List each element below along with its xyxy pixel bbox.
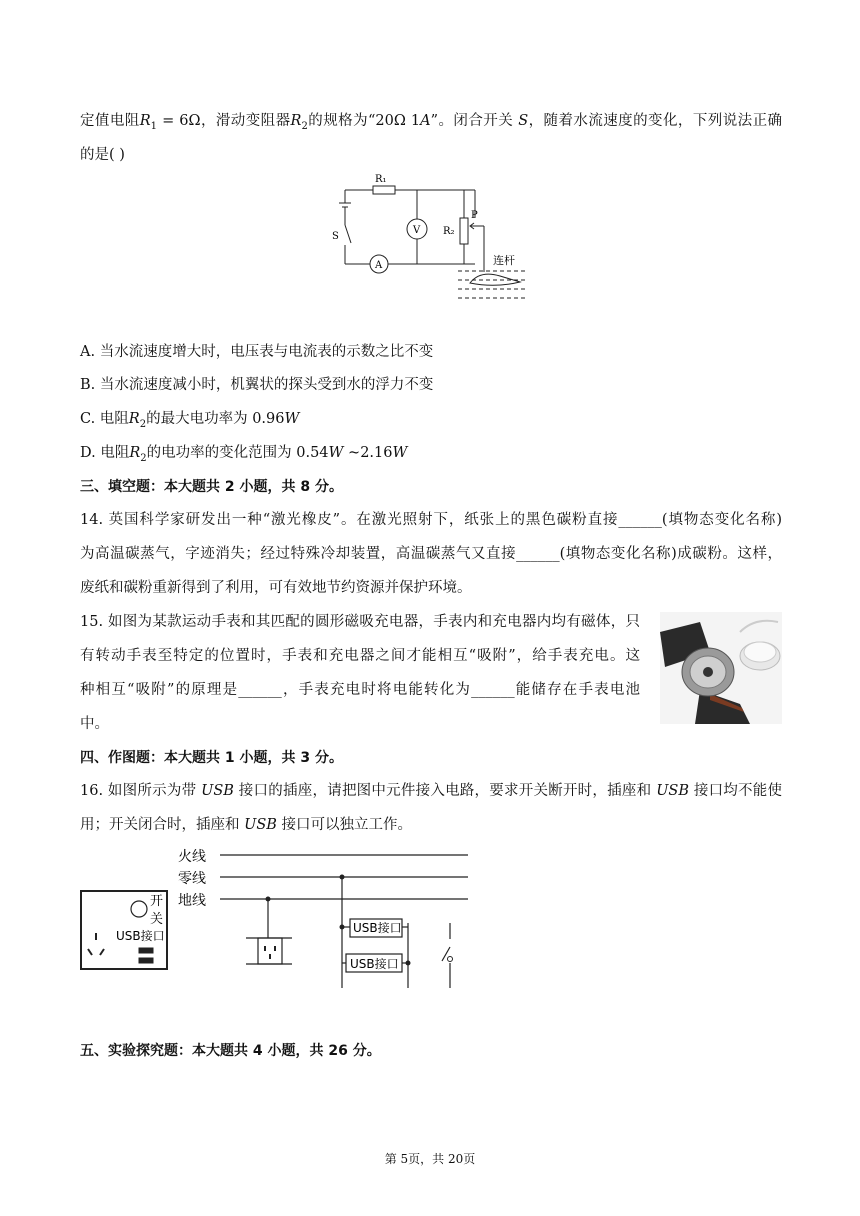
question-13-stem-line1 [80,111,782,137]
r2-symbol: R [128,411,140,427]
question-14-line2: 为高温碳蒸气，字迹消失；经过特殊冷却装置，高温碳蒸气又直接______(填物态变化名称)成碳粉。这样， [80,546,782,562]
question-16-line2 [80,815,412,835]
question-13-stem-line2: 的是( ) [80,147,125,163]
usb-junction-dot [406,961,411,966]
usb-term: USB [201,783,234,799]
neutral-wire-label: 零线 [178,871,206,887]
question-15-line3: 种相互“吸附”的原理是______，手表充电时将电能转化为______能储存在手表电池 [80,682,640,698]
option-c [80,409,299,435]
usb-junction-dot [340,925,345,930]
voltmeter-label: V [413,225,421,236]
panel-switch-label-bottom: 关 [150,912,164,927]
text: 接口可以独立工作。 [276,817,413,833]
r2-symbol: R [290,113,302,129]
section-4-heading: 四、作图题：本大题共 1 小题，共 3 分。 [80,750,343,766]
text: C. 电阻 [80,411,129,427]
live-wire-label: 火线 [178,849,206,865]
ground-wire-label: 地线 [178,893,206,909]
r2-subscript: 2 [140,452,147,464]
text: 定值电阻 [80,113,140,129]
text: = 6Ω，滑动变阻器 [157,113,291,129]
option-d [80,443,407,469]
amp-unit: A [420,113,431,129]
page-footer: 第 5页，共 20页 [384,1152,476,1166]
text: 用；开关闭合时，插座和 [80,817,245,833]
usb-term: USB [244,817,277,833]
r1-symbol: R [139,113,151,129]
usb-box-1-label: USB接口 [353,921,402,935]
usb-socket-wiring-diagram [78,843,470,993]
r2-label: R₂ [443,226,455,237]
text: 接口的插座，请把图中元件接入电路，要求开关断开时，插座和 [233,783,657,799]
switch-s-label: S [332,231,339,242]
r1-label: R₁ [375,174,387,185]
watt-unit: W [328,445,344,461]
r2-subscript: 2 [139,418,147,430]
usb-box-2-label: USB接口 [350,957,399,971]
switch-pivot [448,957,453,962]
panel-usb-label: USB接口 [116,929,165,943]
ground-junction-dot [266,897,271,902]
panel-switch-label-top: 开 [150,894,164,909]
usb-term: USB [656,783,689,799]
section-3-heading: 三、填空题：本大题共 2 小题，共 8 分。 [80,479,343,495]
r1-subscript: 1 [150,120,158,132]
text: ”。闭合开关 [430,113,519,129]
option-a: A. 当水流速度增大时，电压表与电流表的示数之比不变 [80,344,434,360]
rod-label: 连杆 [493,254,515,267]
text: 的电功率的变化范围为 0.54 [146,445,329,461]
option-b: B. 当水流速度减小时，机翼状的探头受到水的浮力不变 [80,377,434,393]
r2-subscript: 2 [301,120,308,132]
switch-symbol: S [518,113,529,129]
question-15-line4: 中。 [80,716,109,732]
text: D. 电阻 [80,445,130,461]
slider-p-label: P [471,210,478,221]
watt-unit: W [284,411,300,427]
question-14-line1: 14. 英国科学家研发出一种“激光橡皮”。在激光照射下，纸张上的黑色碳粉直接______(填物态变化名称) [80,512,782,528]
question-15-line1: 15. 如图为某款运动手表和其匹配的圆形磁吸充电器，手表内和充电器内均有磁体，只 [80,614,640,630]
question-15-line2: 有转动手表至特定的位置时，手表和充电器之间才能相互“吸附”，给手表充电。这 [80,648,640,664]
neutral-junction-dot [340,875,345,880]
text: 的最大电功率为 0.96 [146,411,285,427]
r2-symbol: R [129,445,141,461]
watt-unit: W [392,445,408,461]
text: ，随着水流速度的变化，下列说法正确 [528,113,783,129]
watch-and-charger-photo [660,612,782,724]
ammeter-label: A [375,260,383,271]
text: 的规格为“20Ω 1 [307,113,421,129]
text: 16. 如图所示为带 [80,783,202,799]
text: 接口均不能使 [689,783,783,799]
question-14-line3: 废纸和碳粉重新得到了利用，可有效地节约资源并保护环境。 [80,580,472,596]
text: ~2.16 [343,445,393,461]
question-16-line1 [80,781,782,801]
circuit-diagram-flow-meter [330,170,540,310]
section-5-heading: 五、实验探究题：本大题共 4 小题，共 26 分。 [80,1043,381,1059]
